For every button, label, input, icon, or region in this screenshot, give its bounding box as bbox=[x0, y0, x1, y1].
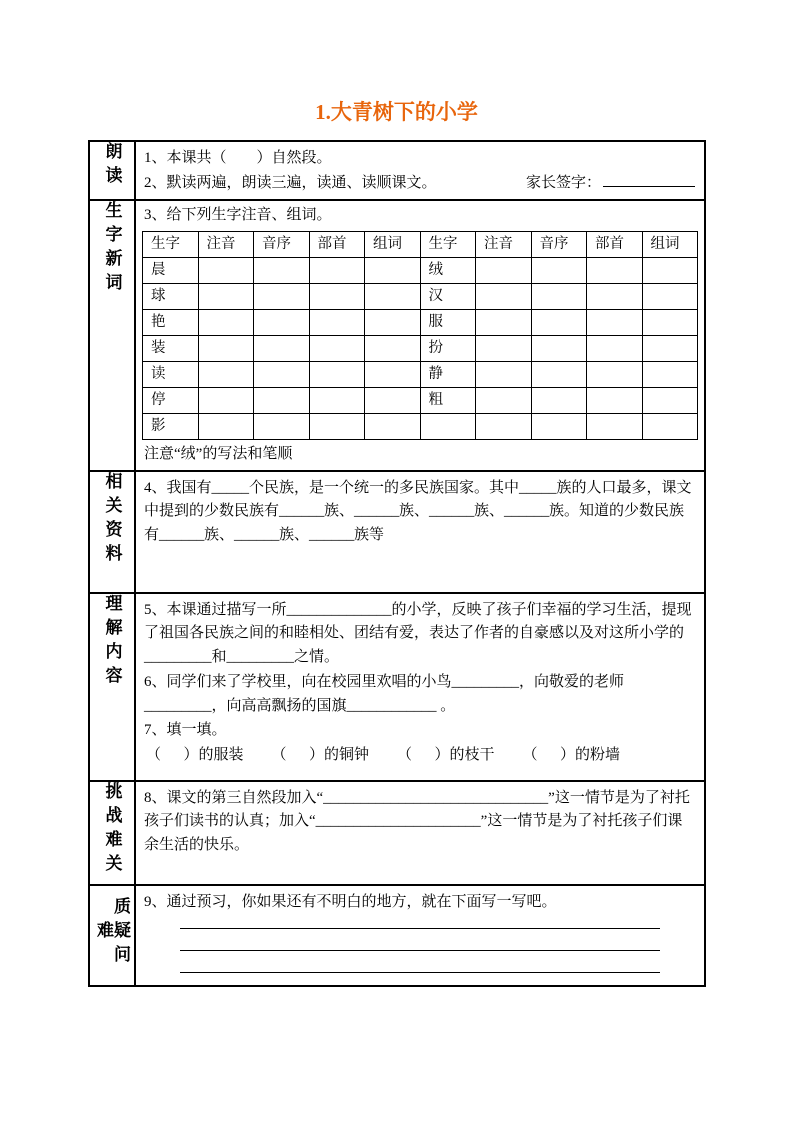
fill-cell bbox=[254, 284, 310, 310]
section-comprehension-label: 理解内容 bbox=[102, 593, 122, 690]
stroke-note: 注意“绒”的写法和笔顺 bbox=[144, 446, 293, 463]
section-comprehension-content bbox=[135, 593, 705, 781]
char-cell: 扮 bbox=[420, 336, 476, 362]
character-row bbox=[143, 258, 698, 284]
fill-cell bbox=[531, 388, 587, 414]
q7-text: 7、填一填。 bbox=[144, 722, 227, 739]
section-challenge-content bbox=[135, 781, 705, 885]
section-related-material-content bbox=[135, 471, 705, 593]
fill-cell bbox=[198, 284, 254, 310]
fill-cell bbox=[198, 362, 254, 388]
fill-cell bbox=[365, 388, 421, 414]
character-table-header-row bbox=[143, 232, 698, 258]
col-header-radical: 部首 bbox=[587, 232, 643, 258]
q7-item-branches: （ ）的枝干 bbox=[397, 746, 495, 763]
fill-cell bbox=[642, 310, 698, 336]
fill-cell bbox=[309, 388, 365, 414]
col-header-word: 组词 bbox=[365, 232, 421, 258]
q6-text: 6、同学们来了学校里，向在校园里欢唱的小鸟_________，向敬爱的老师_________，向高高飘扬的国旗____________ 。 bbox=[144, 673, 625, 714]
col-header-char: 生字 bbox=[143, 232, 199, 258]
fill-cell bbox=[476, 336, 532, 362]
worksheet-table bbox=[88, 140, 706, 987]
character-row bbox=[143, 284, 698, 310]
char-cell: 影 bbox=[143, 414, 199, 440]
q8-text: 8、课文的第三自然段加入“______________________________”这一情节是为了衬托孩子们读书的认真；加入“______________________”这一情节是为了衬托孩子们课余生活的快乐。 bbox=[144, 789, 690, 854]
fill-cell bbox=[476, 310, 532, 336]
q1-text: 1、本课共（ ）自然段。 bbox=[144, 150, 332, 166]
fill-cell bbox=[642, 336, 698, 362]
q2-text: 2、默读两遍，朗读三遍，读通、读顺课文。 bbox=[144, 174, 437, 191]
answer-blank-line bbox=[180, 950, 660, 951]
section-questions bbox=[89, 885, 705, 986]
answer-blank-line bbox=[180, 972, 660, 973]
fill-cell bbox=[254, 362, 310, 388]
answer-blank-line bbox=[180, 928, 660, 929]
fill-cell bbox=[365, 284, 421, 310]
fill-cell bbox=[587, 388, 643, 414]
character-row bbox=[143, 362, 698, 388]
parent-signature bbox=[526, 172, 695, 196]
q7-fill-items bbox=[146, 744, 695, 768]
char-cell: 装 bbox=[143, 336, 199, 362]
fill-cell bbox=[476, 362, 532, 388]
parent-signature-label: 家长签字： bbox=[525, 174, 601, 191]
fill-cell bbox=[642, 414, 698, 440]
q7-item-wall: （ ）的粉墙 bbox=[522, 746, 621, 763]
character-row bbox=[143, 310, 698, 336]
section-reading-content bbox=[135, 141, 705, 200]
fill-cell bbox=[365, 414, 421, 440]
char-cell: 艳 bbox=[143, 310, 199, 336]
character-row bbox=[143, 336, 698, 362]
fill-cell bbox=[587, 284, 643, 310]
fill-cell bbox=[254, 414, 310, 440]
section-related-material-label-cell bbox=[89, 471, 135, 593]
section-challenge-label: 挑战难关 bbox=[102, 781, 122, 878]
fill-cell bbox=[365, 258, 421, 284]
fill-cell bbox=[198, 258, 254, 284]
page-title: 1.大青树下的小学 bbox=[315, 100, 478, 124]
fill-cell bbox=[476, 414, 532, 440]
q5-text: 5、本课通过描写一所______________的小学，反映了孩子们幸福的学习生活，提现了祖国各民族之间的和睦相处、团结有爱，表达了作者的自豪感以及对这所小学的_________和_________之情。 bbox=[144, 601, 692, 666]
char-cell: 粗 bbox=[420, 388, 476, 414]
fill-cell bbox=[531, 284, 587, 310]
fill-cell bbox=[198, 310, 254, 336]
section-new-words-label-cell bbox=[89, 200, 135, 470]
section-reading bbox=[89, 141, 705, 200]
fill-cell bbox=[309, 362, 365, 388]
section-questions-label-cell bbox=[89, 885, 135, 986]
q3-text: 3、给下列生字注音、组词。 bbox=[144, 207, 332, 224]
char-cell: 静 bbox=[420, 362, 476, 388]
q9-text: 9、通过预习，你如果还有不明白的地方，就在下面写一写吧。 bbox=[144, 893, 557, 910]
fill-cell bbox=[476, 284, 532, 310]
fill-cell bbox=[309, 310, 365, 336]
section-questions-label: 质疑问难 bbox=[94, 896, 130, 969]
col-header-word: 组词 bbox=[642, 232, 698, 258]
fill-cell bbox=[531, 258, 587, 284]
fill-cell bbox=[198, 414, 254, 440]
fill-cell bbox=[309, 258, 365, 284]
q4-text: 4、我国有_____个民族，是一个统一的多民族国家。其中_____族的人口最多，课文中提到的少数民族有______族、______族、______族、______族。知道的少数民族有______族、______族、______族等 bbox=[144, 479, 692, 544]
fill-cell bbox=[531, 414, 587, 440]
section-reading-label-cell bbox=[89, 141, 135, 200]
col-header-order: 音序 bbox=[531, 232, 587, 258]
fill-cell bbox=[587, 258, 643, 284]
fill-cell bbox=[642, 362, 698, 388]
fill-cell bbox=[254, 310, 310, 336]
fill-cell bbox=[587, 414, 643, 440]
section-new-words-label: 生字新词 bbox=[102, 201, 122, 298]
char-cell: 停 bbox=[143, 388, 199, 414]
fill-cell bbox=[365, 310, 421, 336]
character-row bbox=[143, 414, 698, 440]
section-comprehension-label-cell bbox=[89, 593, 135, 781]
col-header-order: 音序 bbox=[254, 232, 310, 258]
char-cell: 球 bbox=[143, 284, 199, 310]
fill-cell bbox=[642, 388, 698, 414]
fill-cell bbox=[642, 284, 698, 310]
fill-cell bbox=[198, 388, 254, 414]
fill-cell bbox=[309, 284, 365, 310]
character-table bbox=[142, 231, 698, 440]
q7-item-clothes: （ ）的服装 bbox=[146, 746, 244, 763]
fill-cell bbox=[198, 336, 254, 362]
section-new-words bbox=[89, 200, 705, 470]
char-cell: 汉 bbox=[420, 284, 476, 310]
fill-cell bbox=[531, 362, 587, 388]
fill-cell bbox=[365, 336, 421, 362]
char-cell: 读 bbox=[143, 362, 199, 388]
col-header-pinyin: 注音 bbox=[476, 232, 532, 258]
fill-cell bbox=[254, 258, 310, 284]
char-cell: 绒 bbox=[420, 258, 476, 284]
section-comprehension bbox=[89, 593, 705, 781]
fill-cell bbox=[365, 362, 421, 388]
section-challenge bbox=[89, 781, 705, 885]
char-cell: 晨 bbox=[143, 258, 199, 284]
section-questions-content bbox=[135, 885, 705, 986]
col-header-radical: 部首 bbox=[309, 232, 365, 258]
section-related-material-label: 相关资料 bbox=[102, 471, 122, 568]
col-header-pinyin: 注音 bbox=[198, 232, 254, 258]
fill-cell bbox=[309, 336, 365, 362]
fill-cell bbox=[531, 310, 587, 336]
fill-cell bbox=[476, 258, 532, 284]
fill-cell bbox=[254, 336, 310, 362]
fill-cell bbox=[642, 258, 698, 284]
fill-cell bbox=[254, 388, 310, 414]
fill-cell bbox=[587, 336, 643, 362]
character-row bbox=[143, 388, 698, 414]
q7-item-bell: （ ）的铜钟 bbox=[271, 746, 370, 763]
section-reading-label: 朗读 bbox=[102, 142, 122, 190]
fill-cell bbox=[531, 336, 587, 362]
char-cell bbox=[420, 414, 476, 440]
col-header-char: 生字 bbox=[420, 232, 476, 258]
section-new-words-content bbox=[135, 200, 705, 470]
fill-cell bbox=[309, 414, 365, 440]
section-challenge-label-cell bbox=[89, 781, 135, 885]
char-cell: 服 bbox=[420, 310, 476, 336]
parent-signature-blank-line bbox=[603, 174, 695, 187]
fill-cell bbox=[587, 362, 643, 388]
section-related-material bbox=[89, 471, 705, 593]
fill-cell bbox=[587, 310, 643, 336]
fill-cell bbox=[476, 388, 532, 414]
